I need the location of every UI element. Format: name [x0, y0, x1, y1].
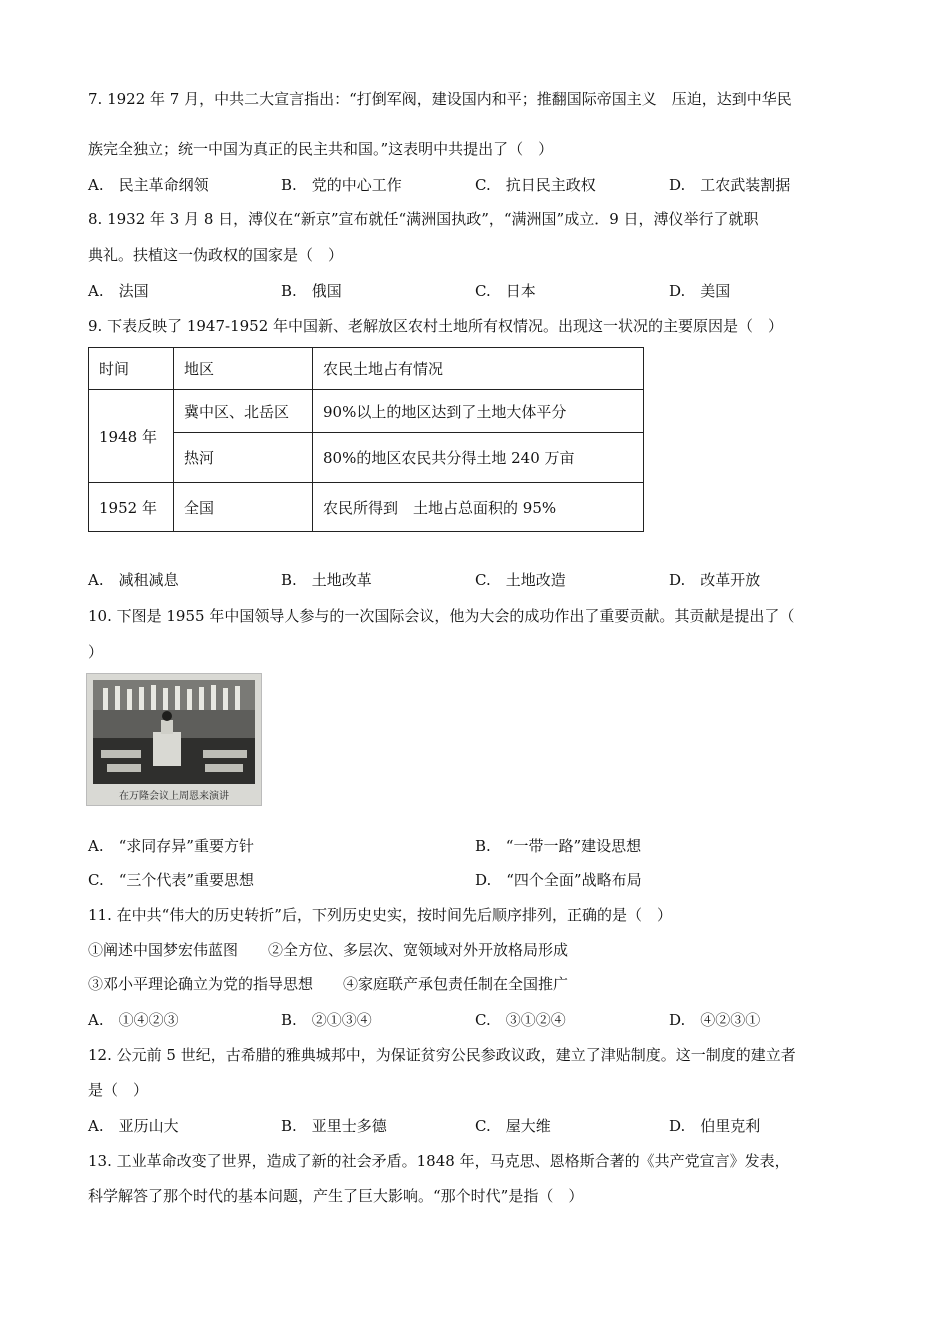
bandung-conference-photo	[86, 673, 262, 806]
table-cell-region: 热河	[174, 433, 313, 483]
q9-stem-line1: 9. 下表反映了 1947-1952 年中国新、老解放区农村土地所有权情况。出现这一状况的主要原因是（ ）	[88, 317, 784, 335]
q8-stem-line1: 8. 1932 年 3 月 8 日，溥仪在“新京”宣布就任“满洲国执政”，“满洲国”成立．9 日，溥仪举行了就职	[88, 210, 759, 228]
photo-scene	[93, 680, 255, 784]
q12-option-c[interactable]: C. 屋大维	[475, 1117, 551, 1135]
q9-option-d[interactable]: D. 改革开放	[669, 571, 761, 589]
q7-option-a[interactable]: A. 民主革命纲领	[88, 176, 209, 194]
q12-option-b[interactable]: B. 亚里士多德	[281, 1117, 387, 1135]
table-cell-info: 90%以上的地区达到了土地大体平分	[313, 390, 644, 433]
q7-option-c[interactable]: C. 抗日民主政权	[475, 176, 596, 194]
q12-stem-line2: 是（ ）	[88, 1081, 149, 1099]
table-row	[89, 483, 644, 532]
table-header-info: 农民土地占有情况	[313, 348, 644, 390]
q8-option-a[interactable]: A. 法国	[88, 282, 149, 300]
table-row	[89, 390, 644, 433]
q11-stem-line3: ③邓小平理论确立为党的指导思想 ④家庭联产承包责任制在全国推广	[88, 975, 569, 993]
photo-caption: 在万隆会议上周恩来演讲	[119, 791, 229, 802]
land-ownership-table	[88, 347, 644, 532]
q10-option-a[interactable]: A. “求同存异”重要方针	[88, 837, 254, 855]
table-cell-info: 农民所得到 土地占总面积的 95%	[313, 483, 644, 532]
table-cell-region: 全国	[174, 483, 313, 532]
table-header-time: 时间	[89, 348, 174, 390]
photo-illustration	[93, 680, 255, 784]
q13-stem-line1: 13. 工业革命改变了世界，造成了新的社会矛盾。1848 年，马克思、恩格斯合著的《共产党宣言》发表，	[88, 1152, 790, 1170]
table-cell-region: 冀中区、北岳区	[174, 390, 313, 433]
table-cell-time: 1952 年	[89, 483, 174, 532]
q10-option-c[interactable]: C. “三个代表”重要思想	[88, 871, 255, 889]
table-header-row	[89, 348, 644, 390]
table-cell-time: 1948 年	[89, 390, 174, 483]
q7-stem-line1: 7. 1922 年 7 月，中共二大宣言指出：“打倒军阀，建设国内和平；推翻国际帝国主义 压迫，达到中华民	[88, 90, 792, 108]
q11-option-d[interactable]: D. ④②③①	[669, 1011, 761, 1029]
q9-option-a[interactable]: A. 减租减息	[88, 571, 179, 589]
q9-option-c[interactable]: C. 土地改造	[475, 571, 566, 589]
q13-stem-line2: 科学解答了那个时代的基本问题，产生了巨大影响。“那个时代”是指（ ）	[88, 1187, 584, 1205]
q10-stem-line1: 10. 下图是 1955 年中国领导人参与的一次国际会议，他为大会的成功作出了重要贡献。其贡献是提出了（	[88, 607, 795, 625]
q8-option-d[interactable]: D. 美国	[669, 282, 731, 300]
q11-option-b[interactable]: B. ②①③④	[281, 1011, 372, 1029]
q11-stem-line2: ①阐述中国梦宏伟蓝图 ②全方位、多层次、宽领域对外开放格局形成	[88, 941, 569, 959]
q12-option-a[interactable]: A. 亚历山大	[88, 1117, 179, 1135]
q11-stem-line1: 11. 在中共“伟大的历史转折”后，下列历史史实，按时间先后顺序排列，正确的是（ ）	[88, 906, 672, 924]
q9-option-b[interactable]: B. 土地改革	[281, 571, 372, 589]
q8-option-c[interactable]: C. 日本	[475, 282, 536, 300]
q12-option-d[interactable]: D. 伯里克利	[669, 1117, 761, 1135]
q10-stem-line2: ）	[88, 643, 104, 661]
table-header-region: 地区	[174, 348, 313, 390]
q11-option-c[interactable]: C. ③①②④	[475, 1011, 566, 1029]
table-cell-info: 80%的地区农民共分得土地 240 万亩	[313, 433, 644, 483]
q10-option-d[interactable]: D. “四个全面”战略布局	[475, 871, 642, 889]
q10-option-b[interactable]: B. “一带一路”建设思想	[475, 837, 642, 855]
q8-option-b[interactable]: B. 俄国	[281, 282, 342, 300]
q7-option-b[interactable]: B. 党的中心工作	[281, 176, 402, 194]
q7-option-d[interactable]: D. 工农武装割据	[669, 176, 791, 194]
q12-stem-line1: 12. 公元前 5 世纪，古希腊的雅典城邦中，为保证贫穷公民参政议政，建立了津贴制度。这一制度的建立者	[88, 1046, 796, 1064]
q7-stem-line2: 族完全独立；统一中国为真正的民主共和国。”这表明中共提出了（ ）	[88, 140, 554, 158]
q11-option-a[interactable]: A. ①④②③	[88, 1011, 179, 1029]
q8-stem-line2: 典礼。扶植这一伪政权的国家是（ ）	[88, 246, 344, 264]
